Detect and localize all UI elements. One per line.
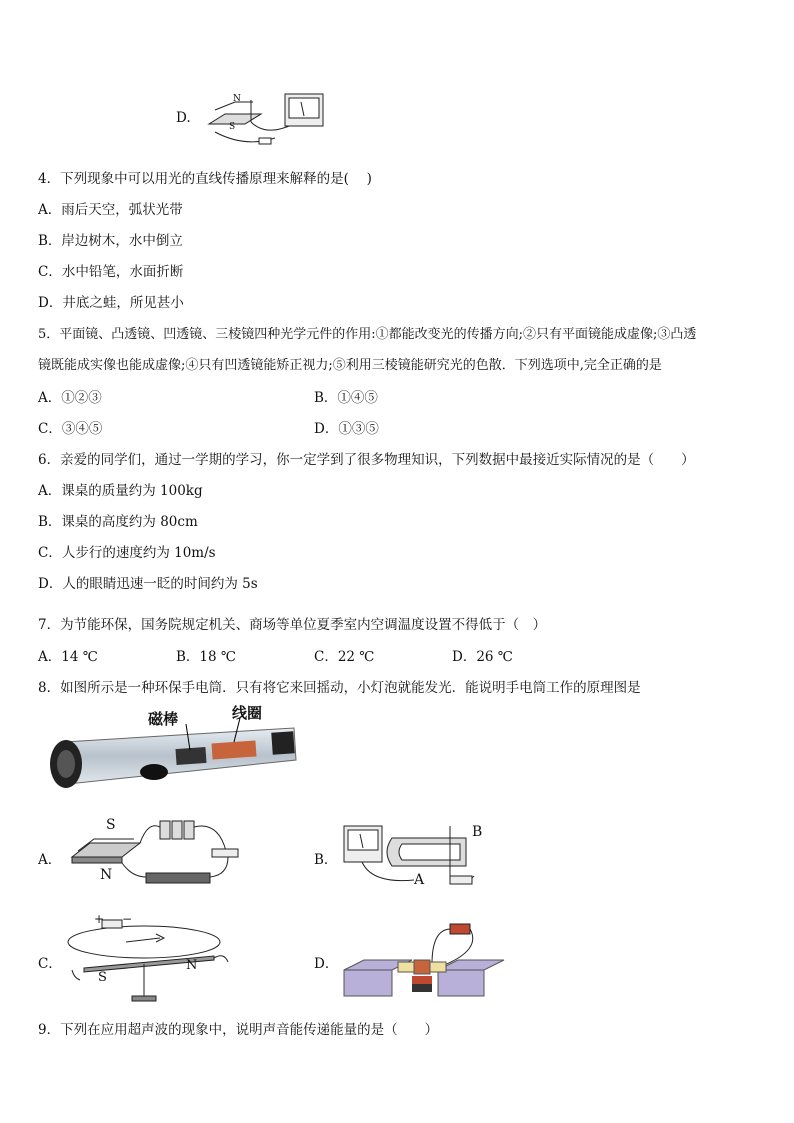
q6-option-d[interactable]: D．人的眼睛迅速一眨的时间约为 5s	[38, 576, 258, 592]
fig-b-label-a: A	[414, 872, 425, 888]
q6-stem: 6．亲爱的同学们，通过一学期的学习，你一定学到了很多物理知识，下列数据中最接近实际情况的是（ ）	[38, 452, 695, 468]
q4-stem: 4．下列现象中可以用光的直线传播原理来解释的是( )	[38, 171, 372, 187]
q7-option-a[interactable]: A．14 ℃	[38, 649, 98, 665]
q8-option-b[interactable]: B．	[314, 852, 338, 868]
q6-option-a[interactable]: A．课桌的质量约为 100kg	[38, 483, 203, 499]
q8-figure-b	[342, 822, 494, 892]
fig-label: N	[233, 94, 241, 104]
flashlight-label-magnet: 磁棒	[148, 710, 179, 728]
q3-option-d-figure	[205, 92, 330, 148]
q5-option-c[interactable]: C．③④⑤	[38, 421, 103, 437]
q5-stem-line2: 镜既能成实像也能成虚像;④只有凹透镜能矫正视力;⑤利用三棱镜能研究光的色散．下列选项中,完全正确的是	[38, 358, 662, 373]
flashlight-figure	[44, 702, 306, 802]
q6-option-b[interactable]: B．课桌的高度约为 80cm	[38, 514, 198, 530]
fig-c-label-plus: +	[94, 912, 105, 926]
q4-option-a[interactable]: A．雨后天空，弧状光带	[38, 202, 183, 218]
q8-stem: 8．如图所示是一种环保手电筒．只有将它来回摇动，小灯泡就能发光．能说明手电筒工作的原理图是	[38, 680, 641, 696]
fig-a-label-s: S	[106, 817, 116, 833]
q7-option-b[interactable]: B．18 ℃	[176, 649, 236, 665]
fig-c-label-minus: −	[122, 912, 133, 926]
fig-label: S	[229, 122, 236, 132]
q9-stem: 9．下列在应用超声波的现象中，说明声音能传递能量的是（ ）	[38, 1022, 439, 1038]
q5-option-a[interactable]: A．①②③	[38, 390, 102, 406]
q8-figure-c	[64, 912, 240, 1004]
q7-stem: 7．为节能环保，国务院规定机关、商场等单位夏季室内空调温度设置不得低于（ ）	[38, 617, 547, 633]
q5-stem-line1: 5．平面镜、凸透镜、凹透镜、三棱镜四种光学元件的作用:①都能改变光的传播方向;②只有平面镜能成虚像;③凸透	[38, 327, 697, 342]
q4-option-c[interactable]: C．水中铅笔，水面折断	[38, 264, 184, 280]
fig-c-label-n: N	[186, 958, 198, 973]
q3-option-d[interactable]: D.	[176, 110, 191, 126]
q5-option-d[interactable]: D．①③⑤	[314, 421, 379, 437]
q8-figure-a	[68, 815, 246, 891]
fig-c-label-s: S	[98, 970, 107, 985]
q7-option-c[interactable]: C．22 ℃	[314, 649, 375, 665]
q8-option-d[interactable]: D．	[314, 956, 339, 972]
q8-option-c[interactable]: C．	[38, 956, 62, 972]
q8-option-a[interactable]: A．	[38, 852, 62, 868]
q7-option-d[interactable]: D．26 ℃	[452, 649, 513, 665]
fig-a-label-n: N	[100, 867, 113, 883]
q4-option-d[interactable]: D．井底之蛙，所见甚小	[38, 295, 184, 311]
q8-figure-d	[342, 920, 506, 1000]
q4-option-b[interactable]: B．岸边树木，水中倒立	[38, 233, 183, 249]
q5-option-b[interactable]: B．①④⑤	[314, 390, 378, 406]
flashlight-label-coil: 线圈	[232, 704, 263, 722]
q6-option-c[interactable]: C．人步行的速度约为 10m/s	[38, 545, 216, 561]
fig-b-label-b: B	[472, 824, 483, 840]
